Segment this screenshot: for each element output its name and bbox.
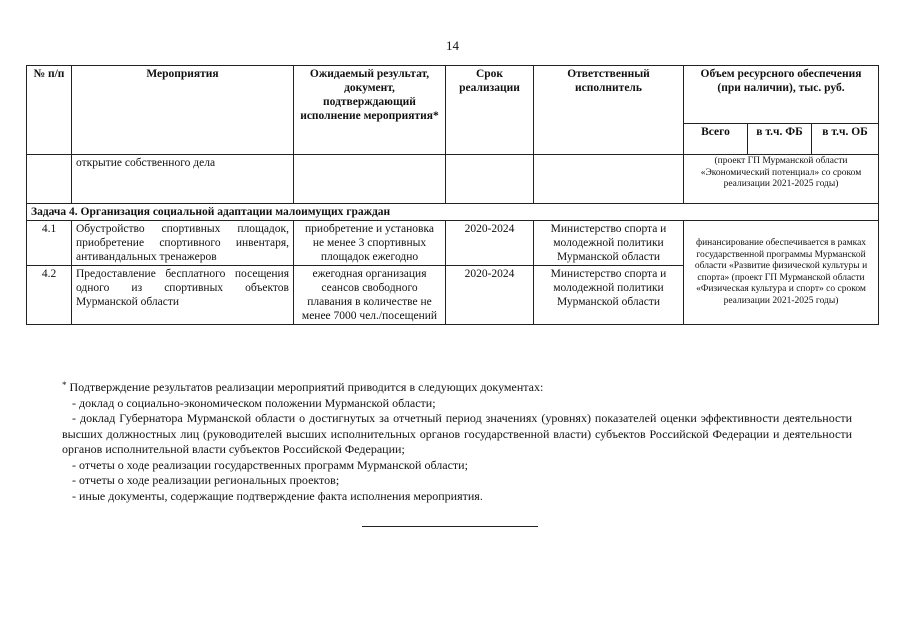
header-term: Срок реализации: [446, 66, 534, 155]
row-result: ежегодная организация сеансов свободного плавания в количестве не менее 7000 чел./посещений: [294, 266, 446, 325]
row-term: 2020-2024: [446, 266, 534, 325]
row-num: 4.1: [27, 221, 72, 266]
header-total: Всего: [684, 124, 748, 155]
row-executor: Министерство спорта и молодежной политики Мурманской области: [534, 266, 684, 325]
carry-row: [27, 155, 879, 204]
merged-funding-note: финансирование обеспечивается в рамках государственной программы Мурманской области «Развитие физической культуры и спорта» (проект ГП Мурманской области «Физическая культура и спорт» со сроком реализации 2021-2025 годы): [684, 221, 879, 325]
task-row: [27, 204, 879, 221]
footnote-item: - отчеты о ходе реализации региональных проектов;: [72, 473, 340, 487]
carry-funding-note: (проект ГП Мурманской области «Экономический потенциал» со сроком реализации 2021-2025 годы): [684, 155, 879, 204]
row-result: приобретение и установка не менее 3 спортивных площадок ежегодно: [294, 221, 446, 266]
carry-activity: открытие собственного дела: [72, 155, 294, 204]
header-row: [27, 66, 879, 124]
row-executor: Министерство спорта и молодежной политики Мурманской области: [534, 221, 684, 266]
row-activity: Предоставление бесплатного посещения одного из спортивных объектов Мурманской области: [72, 266, 294, 325]
footnote-intro: [62, 380, 852, 396]
footnote-item: - доклад Губернатора Мурманской области о достигнутых за отчетный период значениях (уровнях) показателей оценки эффективности деятельности высших должностных лиц (руководителей высших исполнительных органов государственной власти) субъектов Российской Федерации и деятельности органов исполнительной власти субъектов Российской Федерации;: [62, 411, 852, 456]
header-fb: в т.ч. ФБ: [748, 124, 812, 155]
footnote-item: - иные документы, содержащие подтверждение факта исполнения мероприятия.: [72, 488, 483, 503]
row-term: 2020-2024: [446, 221, 534, 266]
table-row: [27, 221, 879, 266]
header-executor: Ответственный исполнитель: [534, 66, 684, 155]
footnote-intro-text: Подтверждение результатов реализации мероприятий приводится в следующих документах:: [66, 380, 544, 394]
row-activity: Обустройство спортивных площадок, приобретение спортивного инвентаря, антивандальных тренажеров: [72, 221, 294, 266]
footnote-item: - отчеты о ходе реализации государственных программ Мурманской области;: [72, 457, 468, 472]
page-number: 14: [446, 38, 459, 53]
header-ob: в т.ч. ОБ: [812, 124, 879, 155]
task-4-heading: Задача 4. Организация социальной адаптации малоимущих граждан: [27, 204, 879, 221]
header-result: Ожидаемый результат, документ, подтверждающий исполнение мероприятия*: [294, 66, 446, 155]
footnote-block: [62, 380, 852, 504]
header-funding: Объем ресурсного обеспечения (при наличии), тыс. руб.: [684, 66, 879, 124]
row-num: 4.2: [27, 266, 72, 325]
activities-table: [26, 65, 879, 325]
header-activities: Мероприятия: [72, 66, 294, 155]
separator-line: [362, 526, 538, 527]
footnote-star: *: [62, 380, 67, 390]
footnote-item: - доклад о социально-экономическом положении Мурманской области;: [72, 395, 436, 410]
header-num: № п/п: [27, 66, 72, 155]
